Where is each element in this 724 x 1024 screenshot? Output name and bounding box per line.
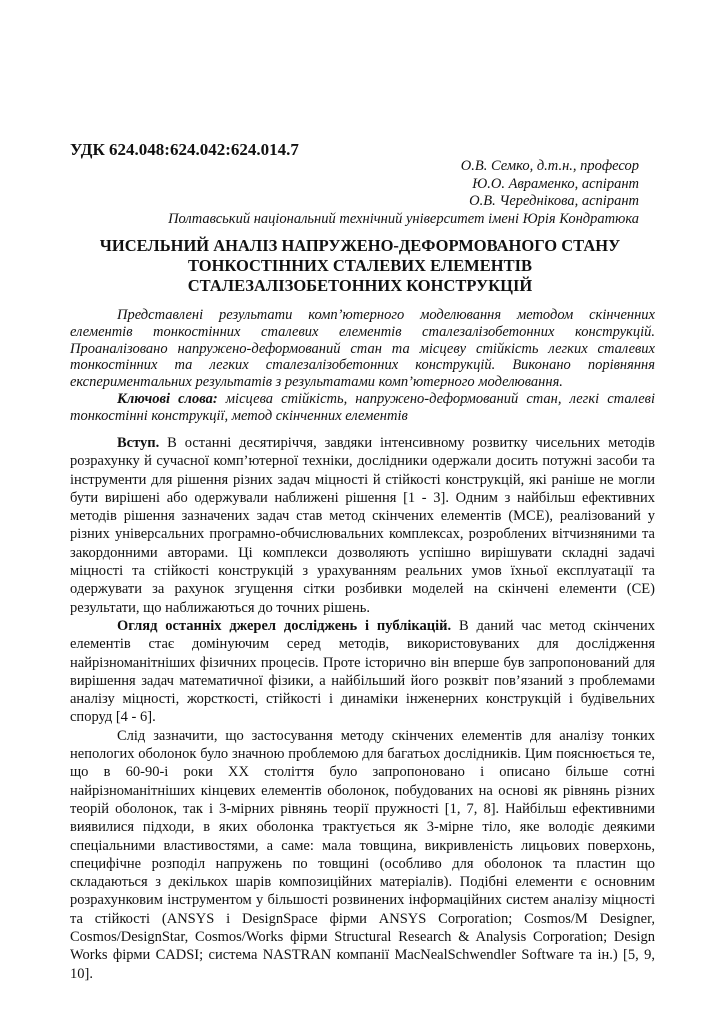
paper-title <box>70 236 650 296</box>
keywords-list: місцева стійкість, напружено-деформований стан, легкі сталеві тонкостінні конструкції, метод скінченних елементів <box>70 390 656 424</box>
title-line-3: СТАЛЕЗАЛІЗОБЕТОННИХ КОНСТРУКЦІЙ <box>187 276 533 295</box>
author-block <box>168 158 639 228</box>
author-1: О.В. Семко, д.т.н., професор <box>460 158 639 174</box>
paragraph-fem-shells: Слід зазначити, що застосування методу скінчених елементів для аналізу тонких непологих оболонок було значною проблемою для багатьох дослідників. Цим пояснюється те, що в 60-90-і роки ХХ століття було запропоновано і описано більше сотні найрізноманітніших кінцевих елементів оболонок, побудованих на основі як рівнянь різних теорій оболонок, так і 3-мірних рівнянь теорії пружності [1, 7, 8]. Найбільш ефективними виявилися підходи, в яких оболонка трактується як 3-мірне тіло, яке володіє деякими спеціальними властивостями, а саме: мала товщина, викривленість лицьових поверхонь, специфічне розподіл напружень по товщині (особливо для оболонок та пластин що складаються з декількох шарів композиційних матеріалів). Подібні елементи є основним розрахунковим інструментом у більшості розвинених інформаційних систем аналізу міцності та стійкості (ANSYS і DesignSpace фірми ANSYS Corporation; Cosmos/M Designer, Cosmos/DesignStar, Cosmos/Works фірми Structural Research & Analysis Corporation; Design Works фірми CADSI; система NASTRAN компанії MacNealSchwendler Software та ін.) [5, 9, 10]. <box>70 727 655 982</box>
introduction-text: В останні десятиріччя, завдяки інтенсивному розвитку чисельних методів розрахунку й сучасної комп’ютерної техніки, дослідники одержали досить потужні засоби та інструменти для рішення різних задач міцності й стійкості конструкцій, які раніше не могли бути вирішені або одержували наближені рішення [1 - 3]. Одним з найбільш ефективних методів рішення зазначених задач став метод скінчених елементів (МСЕ), реалізований у різних універсальних програмно-обчислювальних комплексах, розроблених вітчизняними та закордонними авторами. Ці комплекси дозволяють успішно вирішувати складні задачі міцності та стійкості конструкцій з урахуванням реальних умов їхньої експлуатації та одержувати за рахунок згущення сітки розбивки моделей на скінчені елементи (СЕ) результати, що наближаються до точних рішень. <box>70 435 655 616</box>
paragraph-review <box>70 617 655 727</box>
review-heading: Огляд останніх джерел досліджень і публікацій. <box>117 617 452 634</box>
author-2: Ю.О. Авраменко, аспірант <box>472 175 639 192</box>
keywords-label: Ключові слова: <box>117 390 218 407</box>
title-line-1: ЧИСЕЛЬНИЙ АНАЛІЗ НАПРУЖЕНО-ДЕФОРМОВАНОГО СТАНУ <box>99 236 621 255</box>
title-line-2: ТОНКОСТІННИХ СТАЛЕВИХ ЕЛЕМЕНТІВ <box>187 256 533 275</box>
affiliation: Полтавський національний технічний університет імені Юрія Кондратюка <box>168 210 639 227</box>
paragraph-introduction <box>70 434 655 617</box>
abstract <box>70 307 655 425</box>
author-3: О.В. Череднікова, аспірант <box>469 193 639 209</box>
abstract-text: Представлені результати комп’ютерного моделювання методом скінченних елементів тонкостінних сталевих елементів сталезалізобетонних конструкцій. Проаналізовано напружено-деформований стан та місцеву стійкість легких сталевих тонкостінних та легких сталезалізобетонних конструкцій. Виконано порівняння експериментальних результатів з результатами комп’ютерного моделювання. <box>70 307 655 391</box>
review-text: В даний час метод скінчених елементів стає домінуючим серед методів, використовуваних для дослідження найрізноманітніших фізичних процесів. Проте історично він вперше був запропонований для вирішення задач математичної фізики, а найбільший його розквіт пов’язаний з проблемами аналізу міцності, жорсткості, стійкості і динаміки інженерних конструкцій і будівельних споруд [4 - 6]. <box>70 617 655 726</box>
body-text <box>70 434 655 983</box>
keywords <box>70 391 655 425</box>
udk-code: УДК 624.048:624.042:624.014.7 <box>70 140 299 159</box>
introduction-heading: Вступ. <box>117 435 160 451</box>
